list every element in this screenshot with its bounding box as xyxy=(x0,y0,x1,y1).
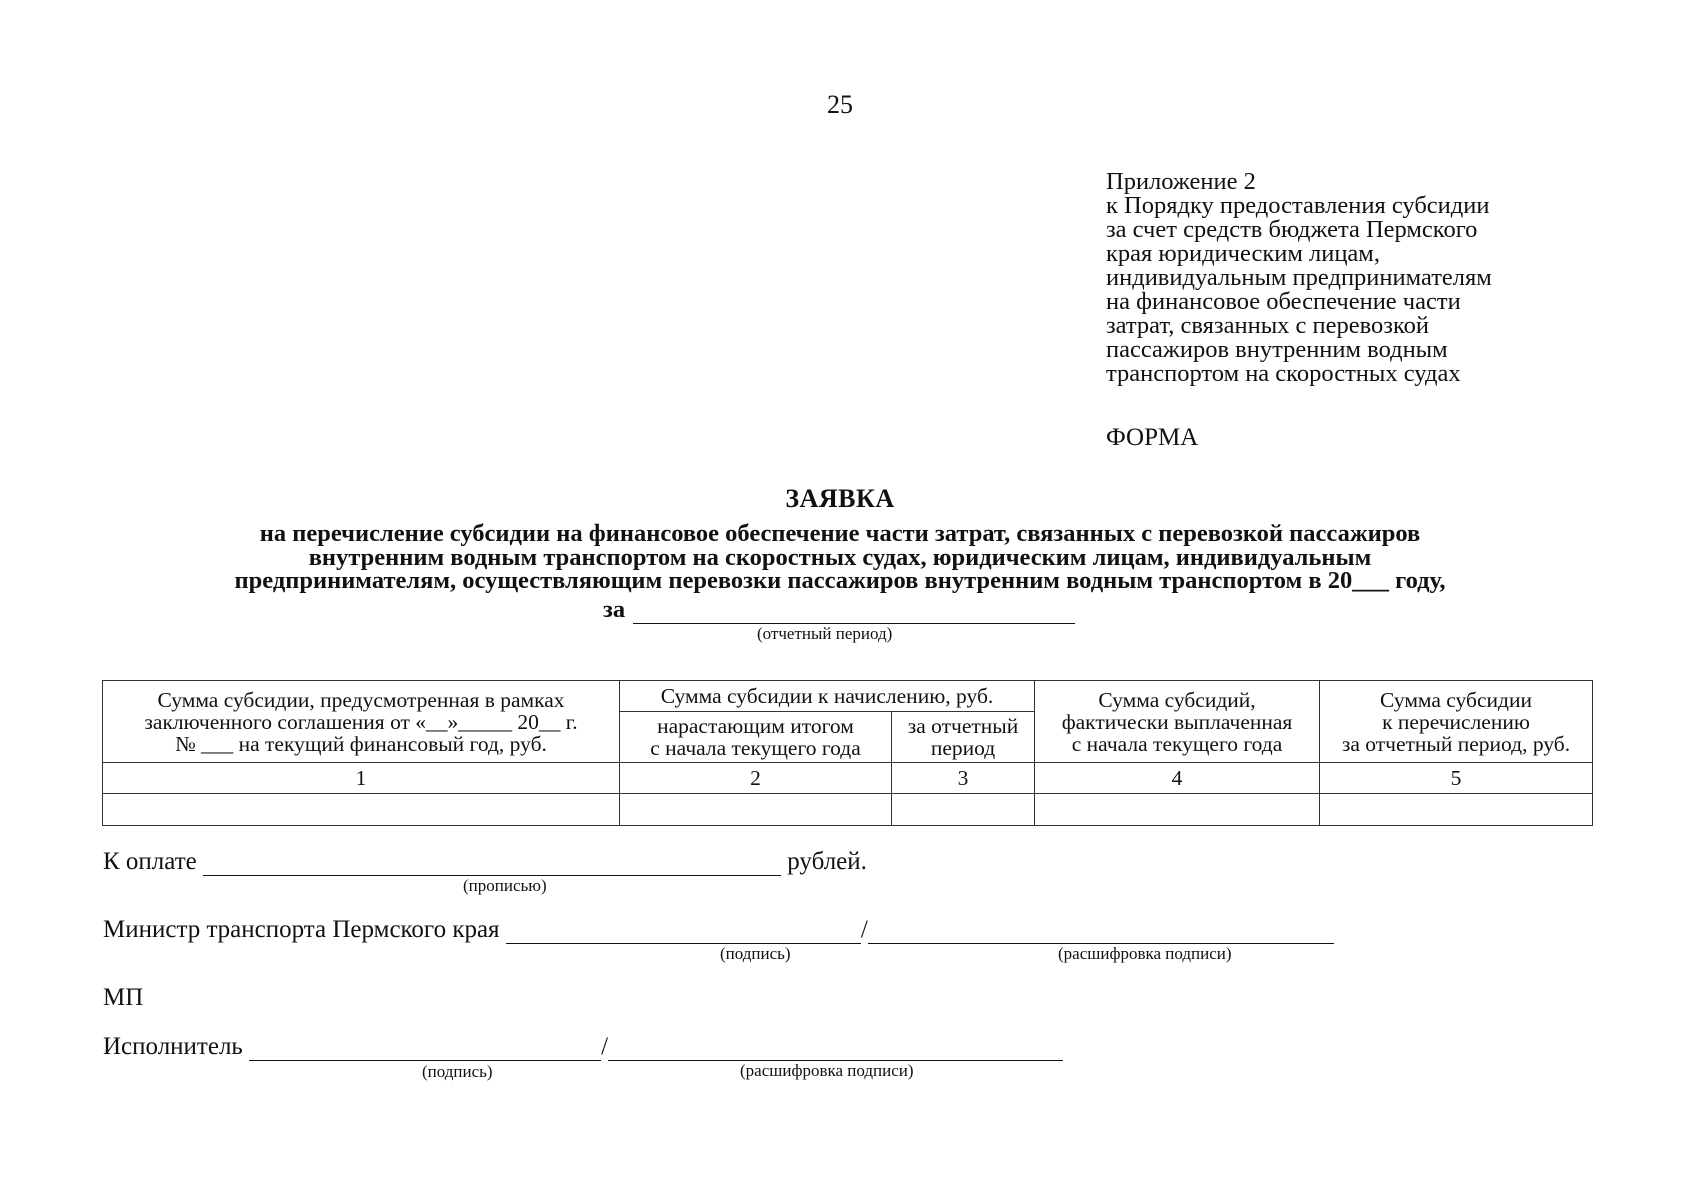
period-hint: (отчетный период) xyxy=(757,624,893,643)
period-row xyxy=(603,596,1075,624)
subtitle-line-2: внутренним водным транспортом на скоростных судах, юридическим лицам, индивидуальным xyxy=(308,543,1372,571)
minister-signature-field[interactable] xyxy=(506,919,861,944)
table-number-row xyxy=(103,763,1593,794)
table-row xyxy=(103,794,1593,826)
payment-amount-field[interactable] xyxy=(203,851,781,876)
minister-slash: / xyxy=(860,916,868,943)
payment-hint: (прописью) xyxy=(463,876,547,895)
header-paid-sum: Сумма субсидий, фактически выплаченная с начала текущего года xyxy=(1035,681,1320,763)
column-number: 3 xyxy=(892,763,1035,794)
subsidy-table xyxy=(102,680,1593,826)
payment-label: К оплате xyxy=(103,848,197,875)
executor-decode-hint: (расшифровка подписи) xyxy=(740,1061,914,1080)
executor-signature-field[interactable] xyxy=(249,1036,601,1061)
minister-decode-hint: (расшифровка подписи) xyxy=(1058,944,1232,963)
payment-row xyxy=(103,848,867,876)
page-number: 25 xyxy=(827,90,853,119)
table-cell-input[interactable] xyxy=(103,794,620,826)
header-accrual-group: Сумма субсидии к начислению, руб. xyxy=(620,681,1035,712)
appendix-note: Приложение 2 к Порядку предоставления субсидии за счет средств бюджета Пермского края юридическим лицам, индивидуальным предпринимателям на финансовое обеспечение части затрат, связанных с перевозкой пассажиров внутренним водным транспортом на скоростных судах xyxy=(1106,168,1492,387)
executor-label: Исполнитель xyxy=(103,1033,243,1060)
executor-sign-hint: (подпись) xyxy=(422,1062,493,1081)
minister-label: Министр транспорта Пермского края xyxy=(103,916,500,943)
period-prefix: за xyxy=(603,596,626,623)
minister-name-field[interactable] xyxy=(868,919,1334,944)
column-number: 1 xyxy=(103,763,620,794)
table-header-row xyxy=(103,681,1593,712)
period-field[interactable] xyxy=(633,599,1075,624)
table-cell-input[interactable] xyxy=(620,794,892,826)
table-cell-input[interactable] xyxy=(1320,794,1593,826)
table-cell-input[interactable] xyxy=(892,794,1035,826)
executor-row xyxy=(103,1033,1063,1061)
document-subtitle xyxy=(120,522,1560,593)
header-reporting-period: за отчетный период xyxy=(892,712,1035,763)
column-number: 2 xyxy=(620,763,892,794)
minister-sign-hint: (подпись) xyxy=(720,944,791,963)
header-cumulative: нарастающим итогом с начала текущего года xyxy=(620,712,892,763)
document-title: ЗАЯВКА xyxy=(785,484,895,513)
executor-slash: / xyxy=(601,1033,609,1060)
column-number: 5 xyxy=(1320,763,1593,794)
minister-row xyxy=(103,916,1334,944)
column-number: 4 xyxy=(1035,763,1320,794)
subtitle-line-3: предпринимателям, осуществляющим перевозки пассажиров внутренним водным транспортом в 20___ году, xyxy=(234,567,1446,594)
table-cell-input[interactable] xyxy=(1035,794,1320,826)
form-label: ФОРМА xyxy=(1106,424,1199,451)
stamp-placeholder: МП xyxy=(103,984,144,1011)
header-agreement-sum: Сумма субсидии, предусмотренная в рамках заключенного соглашения от «__»_____ 20__ г. № ___ на текущий финансовый год, руб. xyxy=(103,681,620,763)
executor-name-field[interactable] xyxy=(608,1036,1063,1061)
subtitle-line-1: на перечисление субсидии на финансовое обеспечение части затрат, связанных с перевозкой пассажиров xyxy=(259,520,1421,547)
payment-suffix: рублей. xyxy=(787,848,867,875)
header-transfer-sum: Сумма субсидии к перечислению за отчетный период, руб. xyxy=(1320,681,1593,763)
